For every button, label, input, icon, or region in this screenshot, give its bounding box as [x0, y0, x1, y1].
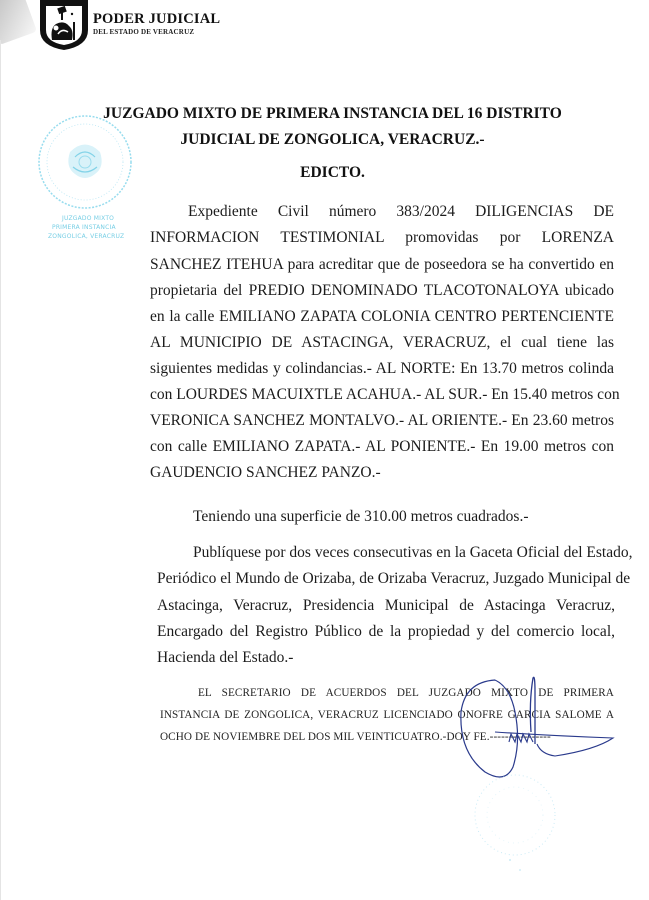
- seal-caption: [48, 214, 158, 241]
- faded-seal-icon: [470, 770, 560, 880]
- body-line: AL MUNICIPIO DE ASTACINGA, VERACRUZ, el cual tiene las: [150, 334, 614, 351]
- secretary-line: EL SECRETARIO DE ACUERDOS DEL JUZGADO MIXTO DE PRIMERA: [198, 687, 614, 699]
- publication-line: Hacienda del Estado.-: [157, 649, 294, 666]
- court-seal-icon: [35, 112, 135, 212]
- body-line: INFORMACION TESTIMONIAL promovidas por LORENZA: [150, 229, 614, 246]
- publication-line: Publíquese por dos veces consecutivas en la Gaceta Oficial del Estado,: [193, 544, 633, 561]
- body-line: GAUDENCIO SANCHEZ PANZO.-: [150, 464, 381, 481]
- body-line: con calle EMILIANO ZAPATA.- AL PONIENTE.- En 19.00 metros con: [150, 438, 614, 455]
- publication-line: Astacinga, Veracruz, Presidencia Municipal de Astacinga Veracruz,: [157, 597, 615, 614]
- body-line: VERONICA SANCHEZ MONTALVO.- AL ORIENTE.- En 23.60 metros: [150, 412, 614, 429]
- body-line: en la calle EMILIANO ZAPATA COLONIA CENTRO PERTENCIENTE: [150, 308, 614, 325]
- secretary-line: INSTANCIA DE ZONGOLICA, VERACRUZ LICENCIADO ONOFRE GARCIA SALOME A: [160, 709, 614, 721]
- publication-line: Encargado del Registro Público de la propiedad y del comercio local,: [157, 623, 615, 640]
- body-line: siguientes medidas y colindancias.- AL NORTE: En 13.70 metros colinda: [150, 360, 614, 377]
- court-title-line-1: JUZGADO MIXTO DE PRIMERA INSTANCIA DEL 16 DISTRITO: [103, 105, 562, 122]
- publication-line: Periódico el Mundo de Orizaba, de Orizaba Veracruz, Juzgado Municipal de: [157, 570, 631, 587]
- court-title-line-2: JUDICIAL DE ZONGOLICA, VERACRUZ.-: [180, 131, 485, 148]
- body-line: con LOURDES MACUIXTLE ACAHUA.- AL SUR.- En 15.40 metros con: [150, 386, 620, 403]
- edict-title: EDICTO.: [300, 164, 365, 181]
- body-line: propietaria del PREDIO DENOMINADO TLACOTONALOYA ubicado: [150, 282, 614, 299]
- body-line: Expediente Civil número 383/2024 DILIGENCIAS DE: [188, 203, 614, 220]
- surface-statement: Teniendo una superficie de 310.00 metros cuadrados.-: [193, 508, 529, 525]
- brand-subtitle: DEL ESTADO DE VERACRUZ: [93, 28, 195, 36]
- seal-caption-line: JUZGADO MIXTO: [62, 215, 115, 222]
- scan-edge: [0, 40, 1, 900]
- header-brand: [93, 12, 220, 36]
- poder-judicial-logo-icon: [36, 0, 92, 50]
- secretary-line: OCHO DE NOVIEMBRE DEL DOS MIL VEINTICUATRO.-DOY FE.----------------: [160, 731, 551, 743]
- seal-caption-line: PRIMERA INSTANCIA: [52, 224, 116, 231]
- brand-name: PODER JUDICIAL: [93, 11, 221, 27]
- scan-corner-shadow: [0, 0, 37, 45]
- seal-caption-line: ZONGOLICA, VERACRUZ: [48, 233, 125, 240]
- body-line: SANCHEZ ITEHUA para acreditar que de poseedora se ha convertido en: [150, 256, 614, 273]
